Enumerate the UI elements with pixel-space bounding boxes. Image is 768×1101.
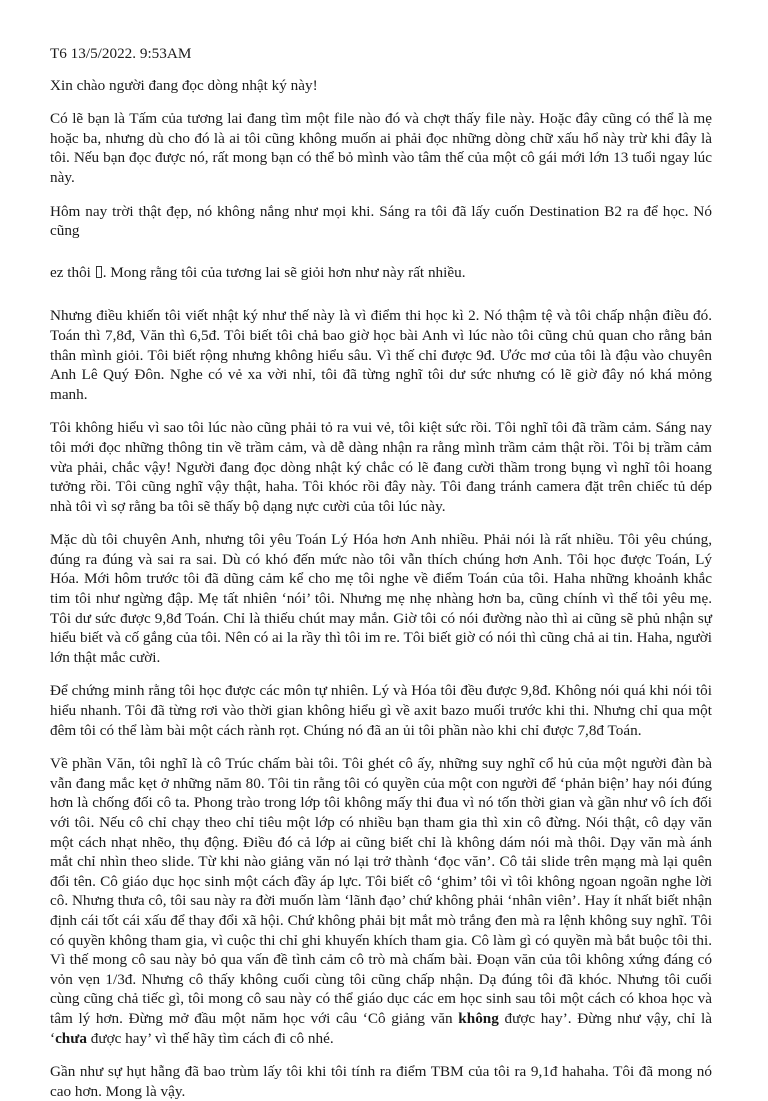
paragraph-literature bbox=[50, 754, 712, 1048]
bold-word-khong: không bbox=[458, 1009, 499, 1027]
paragraph-average-score: Gần như sự hụt hẫng đã bao trùm lấy tôi khi tôi tính ra điểm TBM của tôi ra 9,1đ hahaha. Tôi đã mong nó cao hơn. Mong là vậy. bbox=[50, 1063, 712, 1100]
paragraph-science-love: Mặc dù tôi chuyên Anh, nhưng tôi yêu Toán Lý Hóa hơn Anh nhiều. Phải nói là rất nhiều. Tôi yêu chúng, đúng ra đúng và sai ra sai. Dù có khó đến mức nào tôi vẫn thích chúng hơn Anh. Tôi học được Toán, Lý Hóa. Mới hôm trước tôi đã dũng cảm kể cho mẹ tôi nghe về điểm Toán của tôi. Haha những khoảnh khắc tim tôi như ngừng đập. Mẹ tất nhiên ‘nói’ tôi. Nhưng mẹ nhẹ nhàng hơn ba, cũng chính vì thế tôi yêu mẹ. Tôi dư sức được 9,8đ Toán. Chỉ là thiếu chút may mắn. Giờ tôi có nói đường nào thì ai cũng sẽ phủ nhận sự hiểu biết và cố gắng của tôi. Nên có ai la rầy thì tôi im re. Tôi biết giờ có nói thì cũng chả ai tin. Haha, người lớn thật mắc cười. bbox=[50, 531, 712, 666]
paragraph-hope-end: . Mong rằng tôi của tương lai sẽ giỏi hơn như này rất nhiều. bbox=[102, 263, 466, 281]
entry-date: T6 13/5/2022. 9:53AM bbox=[50, 45, 192, 62]
entry-greeting: Xin chào người đang đọc dòng nhật ký này! bbox=[50, 76, 318, 94]
paragraph-literature-mid: được hay’. Đừng như vậy, chỉ là ‘ bbox=[50, 1009, 712, 1047]
paragraph-hope bbox=[50, 263, 712, 283]
paragraph-literature-end: được hay’ vì thế hãy tìm cách đi cô nhé. bbox=[86, 1029, 334, 1047]
paragraph-intro: Có lẽ bạn là Tấm của tương lai đang tìm một file nào đó và chợt thấy file này. Hoặc đây cũng có thể là mẹ hoặc ba, nhưng dù cho đó là ai tôi cũng không muốn ai phải đọc những dòng chữ xấu hổ này trừ khi đây là tôi. Nếu bạn đọc được nó, rất mong bạn có thể bỏ mình vào tâm thế của một cô gái mới lớn 13 tuổi ngay lúc này. bbox=[50, 110, 712, 186]
paragraph-depression: Tôi không hiểu vì sao tôi lúc nào cũng phải tỏ ra vui vẻ, tôi kiệt sức rồi. Tôi nghĩ tôi đã trầm cảm. Sáng nay tôi mới đọc những thông tin về trầm cảm, và dễ dàng nhận ra rằng mình trầm cảm thật rồi. Tôi bị trầm cảm vừa phải, chắc vậy! Người đang đọc dòng nhật ký chắc có lẽ đang cười thầm trong bụng vì nghĩ tôi hoang tưởng rồi. Tôi cũng nghĩ vậy thật, haha. Tôi khóc rồi đây này. Tôi đang tránh camera đặt trên chiếc tủ dép nhà tôi vì sợ rằng ba tôi sẽ thấy bộ dạng nực cười của tôi lúc này. bbox=[50, 419, 712, 515]
paragraph-exam-scores: Nhưng điều khiến tôi viết nhật ký như thế này là vì điểm thi học kì 2. Nó thậm tệ và tôi chấp nhận điều đó. Toán thì 7,8đ, Văn thì 6,5đ. Tôi biết tôi chả bao giờ học bài Anh vì lúc nào tôi cũng chủ quan cho rằng bản thân mình giỏi. Tôi biết rộng nhưng không hiểu sâu. Vì thế chỉ được 9đ. Ước mơ của tôi là đậu vào chuyên Anh Lê Quý Đôn. Nghe có vẻ xa vời nhỉ, tôi đã từng nghĩ tôi dư sức nhưng có lẽ giờ đây nó khá mỏng manh. bbox=[50, 307, 712, 403]
paragraph-weather: Hôm nay trời thật đẹp, nó không nắng như mọi khi. Sáng ra tôi đã lấy cuốn Destination B2 ra để học. Nó cũng bbox=[50, 202, 712, 240]
missing-emoji-icon bbox=[96, 266, 102, 278]
paragraph-hope-start: ez thôi bbox=[50, 263, 95, 281]
paragraph-proof: Để chứng minh rằng tôi học được các môn tự nhiên. Lý và Hóa tôi đều được 9,8đ. Không nói quá khi nói tôi hiểu nhanh. Tôi đã từng rơi vào thời gian không hiểu gì về axit bazo muối trước khi thi. Nhưng chỉ qua một đêm tôi có thể làm bài một cách rành rọt. Chúng nó đã an ủi tôi phần nào khi chỉ được 7,8đ Toán. bbox=[50, 682, 712, 739]
bold-word-chua: chưa bbox=[55, 1029, 87, 1047]
paragraph-literature-main: Về phần Văn, tôi nghĩ là cô Trúc chấm bài tôi. Tôi ghét cô ấy, những suy nghĩ cổ hủ của một người đàn bà vẫn đang mắc kẹt ở những năm 80. Tôi tin rằng tôi có quyền của một con người để ‘phản biện’ hay nói đúng hơn là chống đối cô ta. Phong trào trong lớp tôi không mấy thi đua vì nó tốn thời gian và gần như vô ích đối với tôi. Nếu cô chỉ chạy theo chỉ tiêu một lớp có nhiều bạn tham gia thì xin cô đừng. Nói thật, cô dạy văn một cách nhạt nhẽo, thụ động. Điều đó cả lớp ai cũng biết chỉ là không dám nói mà thôi. Dạy văn mà ánh mắt chỉ nhìn theo slide. Từ khi nào giảng văn nó lại trở thành ‘đọc văn’. Cô tải slide trên mạng mà lại quên đổi tên. Cô giáo dục học sinh một cách đầy áp lực. Tôi biết cô ‘ghim’ tôi vì tôi không ngoan ngoãn nghe lời cô. Nhưng thưa cô, tôi sau này ra đời muốn làm ‘lãnh đạo’ chứ không phải ‘nhân viên’. Hay ít nhất biết nhận định cái tốt cái xấu để thay đổi xã hội. Chứ không phải bịt mắt mò trắng đen mà ra lệnh không suy nghĩ. Tôi có quyền không tham gia, vì cuộc thi chỉ ghi khuyến khích tham gia. Cô làm gì có quyền mà bắt buộc tôi thi. Vì thế mong cô sau này bỏ qua vấn đề tình cảm cô trò mà chấm bài. Đoạn văn của tôi không xứng đáng có vỏn vẹn 1/3đ. Nhưng cô thấy không cuối cùng tôi cũng chấp nhận. Dạ đúng tôi đã khóc. Nhưng tôi cuối cùng cũng chả tiếc gì, tôi mong cô sau này có thể giáo dục các em học sinh sau tôi một cách có khoa học và tâm lý hơn. Đừng mở đầu một năm học với câu ‘Cô giảng văn bbox=[50, 755, 712, 1027]
